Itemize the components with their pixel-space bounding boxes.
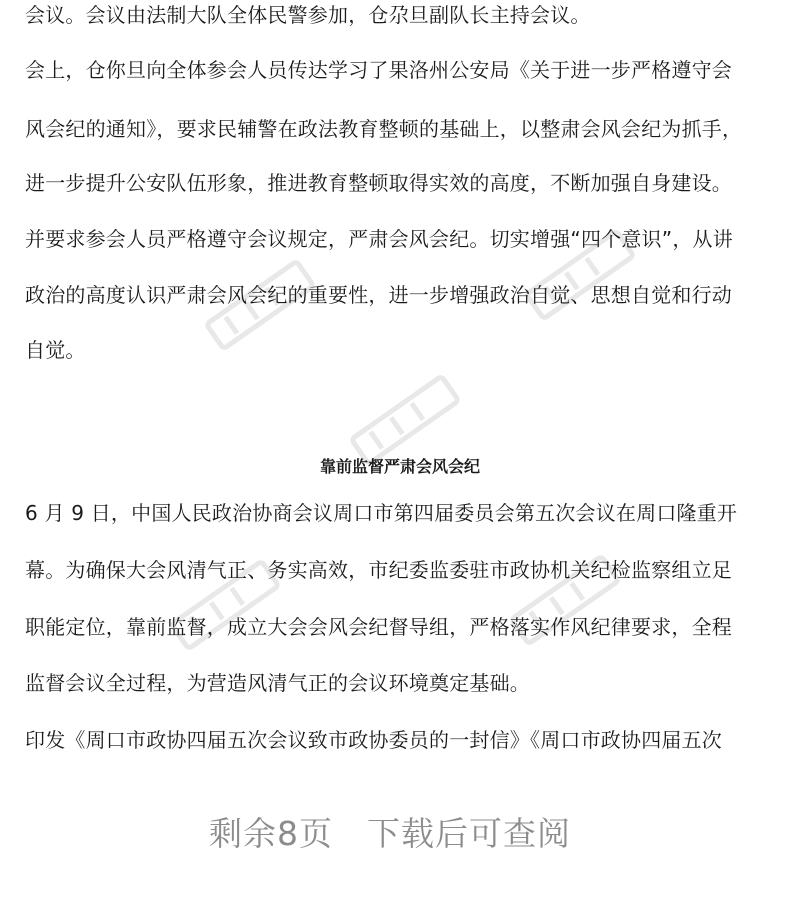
paragraph-line: 政治的高度认识严肃会风会纪的重要性，进一步增强政治自觉、思想自觉和行动 (25, 283, 732, 307)
section-heading: 靠前监督严肃会风会纪 (319, 457, 480, 476)
paragraph-line: 并要求参会人员严格遵守会议规定，严肃会风会纪。切实增强“四个意识”，从讲 (25, 227, 733, 251)
paragraph-line: 进一步提升公安队伍形象，推进教育整顿取得实效的高度，不断加强自身建设。 (25, 171, 732, 195)
paragraph-line: 会上，仓你旦向全体参会人员传达学习了果洛州公安局《关于进一步严格遵守会 (25, 58, 732, 82)
paragraph-line: 监督会议全过程，为营造风清气正的会议环境奠定基础。 (25, 671, 530, 695)
paragraph-line: 会议。会议由法制大队全体民警参加，仓尕旦副队长主持会议。 (25, 3, 591, 27)
paragraph-line: 印发《周口市政协四届五次会议致市政协委员的一封信》《周口市政协四届五次 (25, 728, 722, 752)
download-remaining-prompt[interactable]: 剩余8页 下载后可查阅 (209, 814, 571, 853)
watermark-stamp (330, 375, 480, 465)
paragraph-line: 自觉。 (25, 338, 86, 362)
paragraph-line: 风会纪的通知》，要求民辅警在政法教育整顿的基础上，以整肃会风会纪为抓手， (25, 117, 743, 141)
paragraph-line: 职能定位，靠前监督，成立大会会风会纪督导组，严格落实作风纪律要求，全程 (25, 615, 732, 639)
paragraph-line: 幕。为确保大会风清气正、务实高效，市纪委监委驻市政协机关纪检监察组立足 (25, 558, 732, 582)
paragraph-line: 6 月 9 日，中国人民政治协商会议周口市第四届委员会第五次会议在周口隆重开 (25, 501, 738, 525)
